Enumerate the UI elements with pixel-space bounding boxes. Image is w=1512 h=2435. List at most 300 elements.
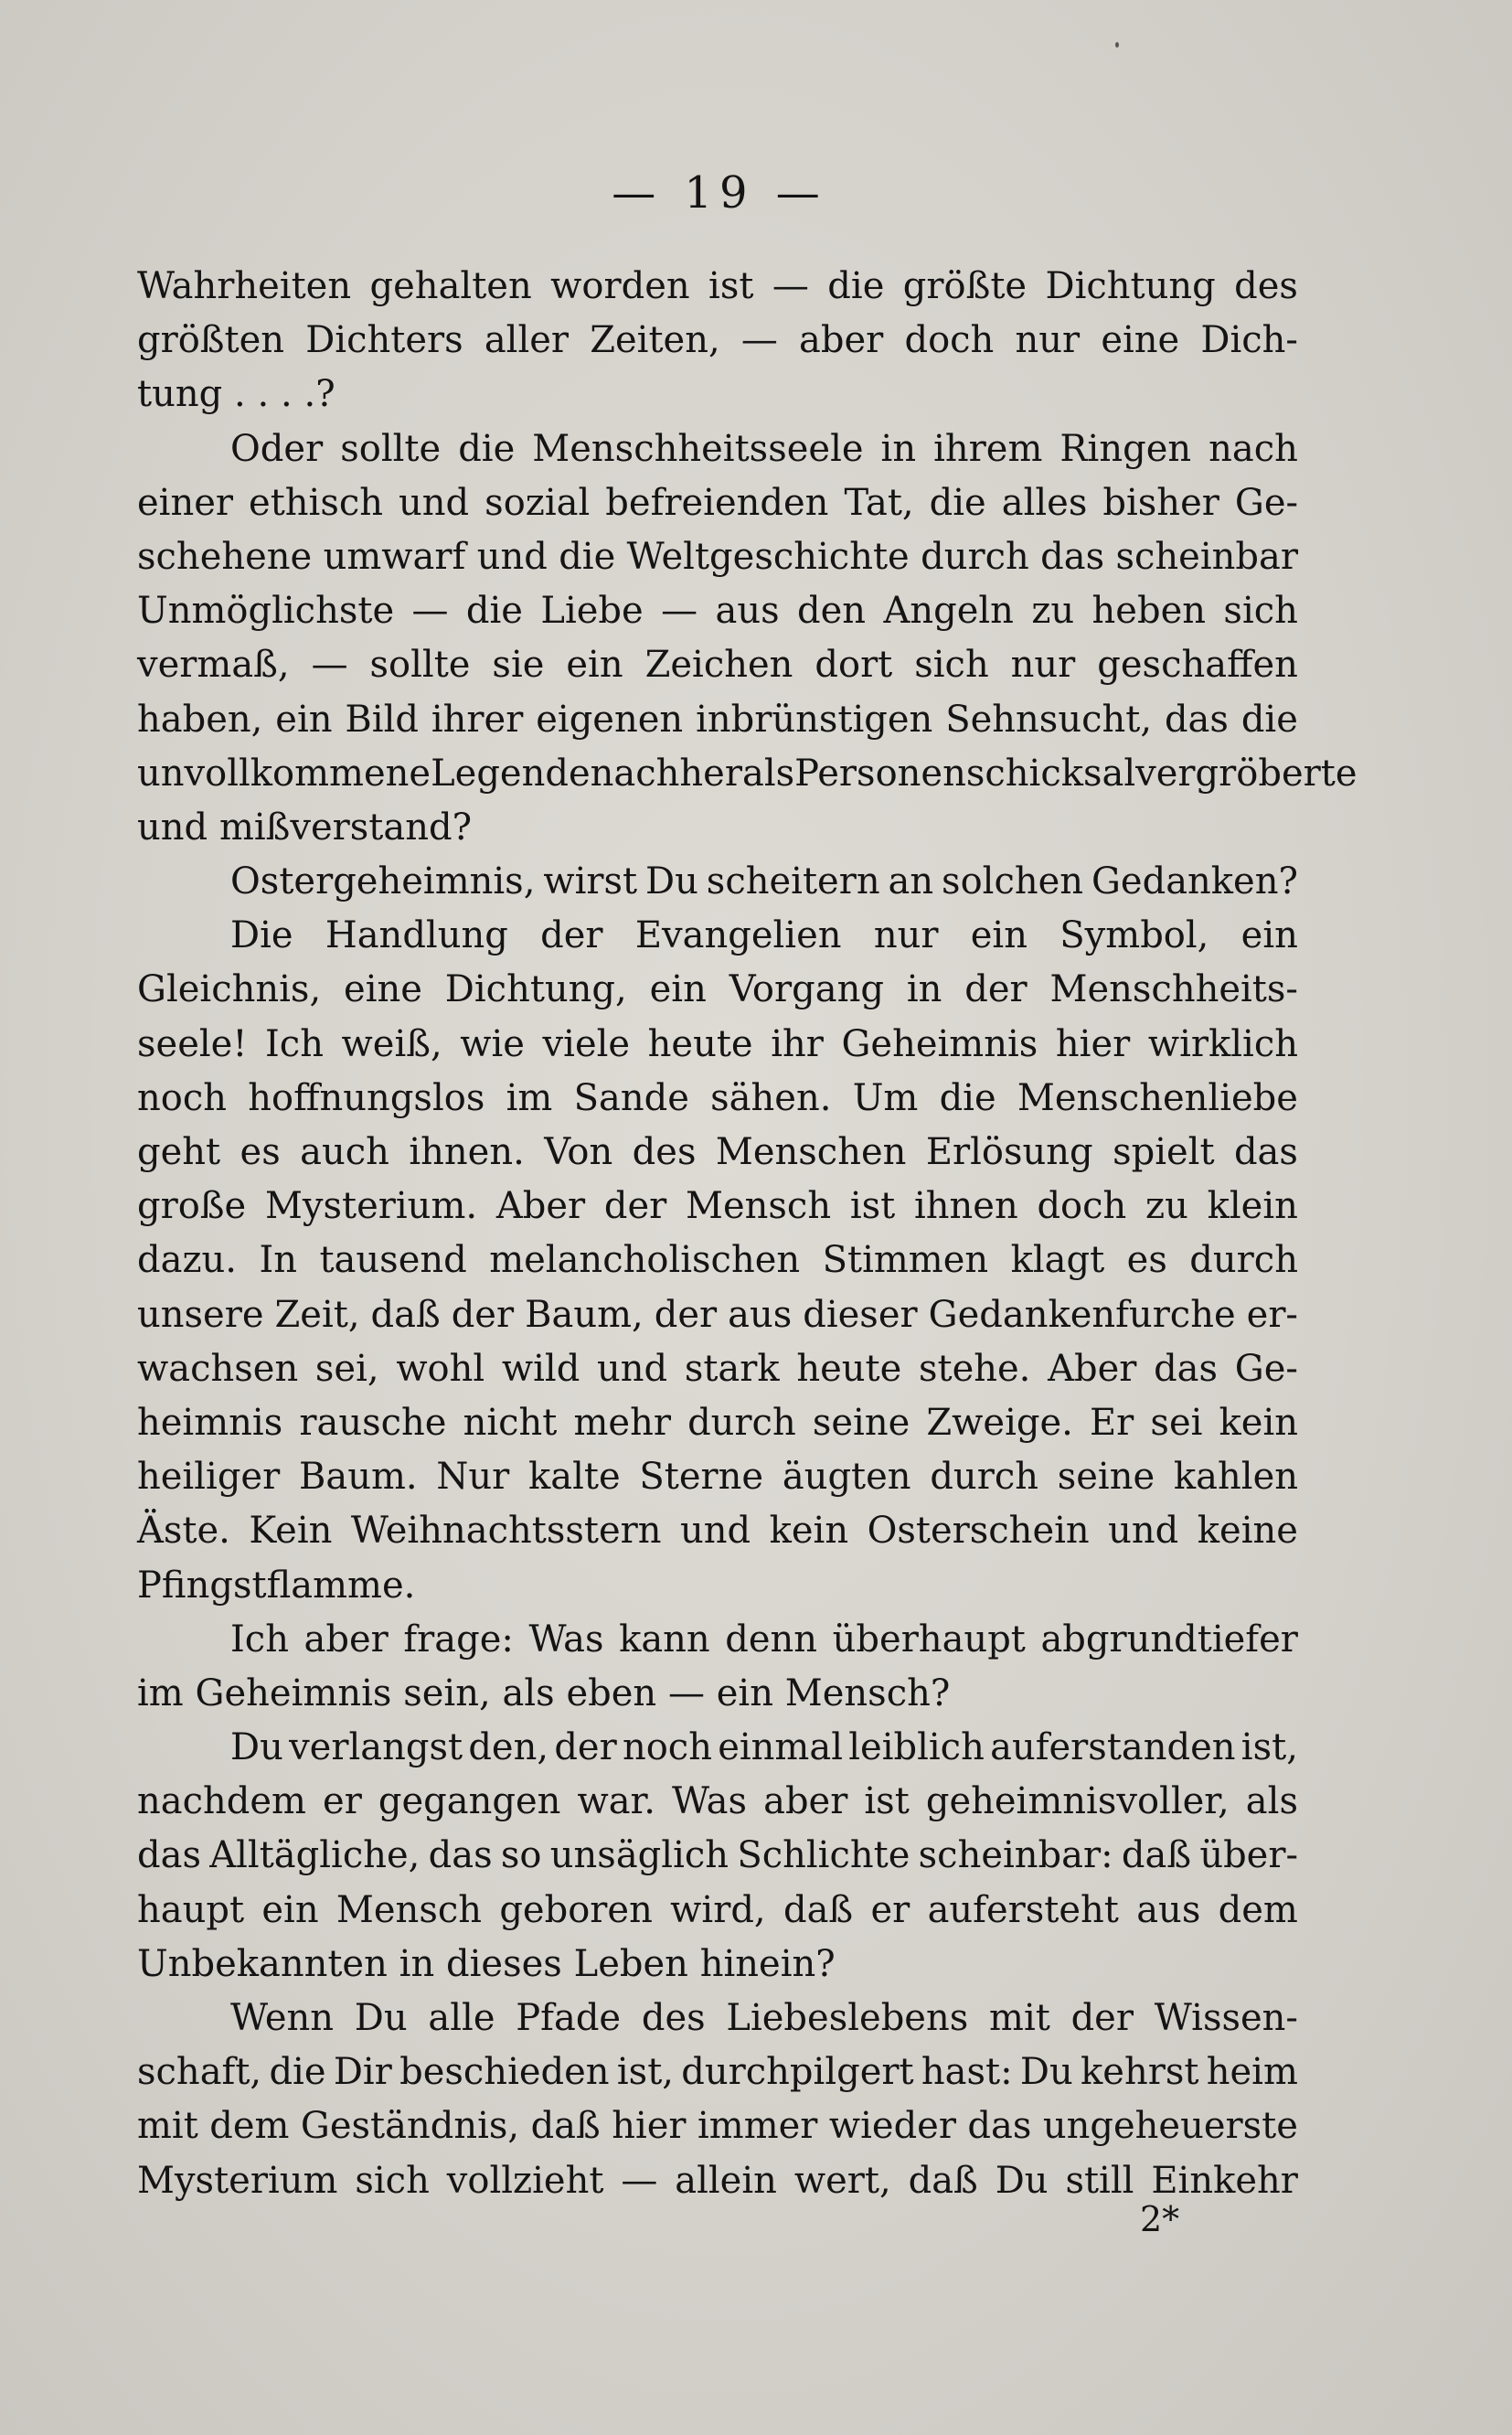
word: durchpilgert [681,2051,914,2094]
word: Angeln [883,590,1014,633]
word: sich [914,644,989,687]
word: Dichters [305,319,463,362]
word: bisher [1102,481,1219,524]
word: daß [530,2105,601,2148]
word: Geheimnis [841,1022,1038,1065]
word: kein [769,1510,849,1553]
text-line [137,1667,1298,1721]
word: sollte [340,427,442,470]
word: wirklich [1147,1022,1298,1065]
word: Ge- [1234,1347,1298,1390]
text-line [137,801,1298,855]
word: der [451,1293,515,1336]
word: größten [137,319,285,362]
word: aus [715,590,780,633]
word: das [137,1834,201,1877]
signature-mark: 2* [1140,2199,1180,2239]
word: der [603,1185,667,1228]
word: als [1245,1780,1298,1823]
word: heimnis [137,1401,283,1444]
word: abgrundtiefer [1040,1618,1298,1661]
word: das [428,1834,493,1877]
word: — [411,590,449,633]
word: heiliger [137,1456,281,1499]
word: sich [1223,590,1298,633]
word: kann [619,1618,710,1661]
word: und [137,806,208,849]
word: Zeichen [644,644,793,687]
word: Zweige. [926,1401,1073,1444]
word: Sterne [639,1456,764,1499]
word: es [240,1131,281,1173]
word: tung [137,373,223,416]
word: geheimnisvoller, [925,1780,1230,1823]
word: Pfade [516,1997,622,2039]
word: sozial [484,481,591,524]
word: den [797,590,867,633]
word: ihrer [431,698,524,741]
word: verlangst [289,1726,463,1769]
text-line [137,314,1298,368]
text-line [137,1721,1298,1775]
text-line [137,584,1298,638]
word: Nur [436,1456,510,1499]
word: sich [355,2159,430,2202]
word: sähen. [710,1076,832,1119]
word: ist [864,1780,910,1823]
word: Gedanken? [1091,860,1298,903]
word: und [597,1347,668,1390]
word: Mensch? [784,1671,951,1714]
word: unsäglich [549,1834,729,1877]
word: des [1234,265,1298,307]
word: größte [902,265,1028,307]
word: viele [542,1022,631,1065]
word: Pfingstflamme. [137,1564,416,1607]
text-line [137,855,1298,909]
word: ein [261,1888,319,1931]
word: und [476,535,548,578]
word: . [281,373,293,416]
text-line [137,693,1298,747]
word: aber [799,319,884,362]
text-line [137,1072,1298,1126]
word: schaft, [137,2051,262,2094]
word: dazu. [137,1239,238,1282]
word: ist, [1240,1726,1298,1769]
word: hast: [921,2051,1013,2094]
text-line [137,530,1298,584]
word: geboren [499,1888,653,1931]
word: daß [783,1888,854,1931]
word: Gedankenfurche [928,1293,1236,1336]
word: zu [1031,590,1075,633]
word: die [939,1076,996,1119]
word: Menschheitsseele [532,427,864,470]
text-line [137,1126,1298,1180]
word: umwarf [323,535,466,578]
word: sie [492,644,545,687]
text-line [137,909,1298,963]
word: Dir [333,2051,392,2094]
word: auferstanden [990,1726,1236,1769]
word: sollte [369,644,471,687]
word: still [1065,2159,1134,2202]
word: . [257,373,270,416]
word: Äste. [137,1510,230,1553]
word: kein [1219,1401,1298,1444]
word: Menschenliebe [1017,1076,1298,1119]
word: Unbekannten [137,1942,388,1985]
text-line [137,1396,1298,1450]
word: Mensch [686,1185,832,1228]
word: daß [908,2159,978,2202]
word: es [1126,1239,1167,1282]
word: hier [1055,1022,1131,1065]
word: Was [672,1780,748,1823]
word: Wahrheiten [137,265,352,307]
word: kalte [528,1456,621,1499]
word: Aber [1048,1347,1137,1390]
word: Unmöglichste [137,590,395,633]
text-line [137,1450,1298,1504]
word: ein [275,698,333,741]
word: Baum, [525,1293,644,1336]
word: dieses [446,1942,562,1985]
word: Dichtung [1045,265,1216,307]
word: aber [763,1780,848,1823]
word: er [323,1780,362,1823]
word: aus [1136,1888,1201,1931]
word: der [964,968,1028,1011]
word: Sande [573,1076,689,1119]
word: aller [484,319,570,362]
word: In [259,1239,298,1282]
word: denn [725,1618,818,1661]
word: Personenschicksal [794,752,1136,795]
text-line [137,963,1298,1017]
word: Menschheits- [1049,968,1298,1011]
word: Dichtung, [444,968,627,1011]
word: eine [1101,319,1180,362]
word: Mysterium [137,2159,338,2202]
word: sei [1150,1401,1203,1444]
word: des [632,1131,697,1173]
word: Schlichte [737,1834,910,1877]
word: Osterschein [867,1510,1090,1553]
word: in [906,968,942,1011]
word: kahlen [1173,1456,1298,1499]
word: und [1108,1510,1179,1553]
text-line [137,1288,1298,1342]
word: ist [849,1185,896,1228]
word: Weihnachtsstern [350,1510,662,1553]
word: Geheimnis [195,1671,392,1714]
word: — [311,644,348,687]
word: heim [1206,2051,1298,2094]
word: einer [137,481,234,524]
word: Dich- [1200,319,1298,362]
word: — [661,590,698,633]
word: der [654,1293,718,1336]
word: kehrst [1081,2051,1199,2094]
word: Du [1019,2051,1073,2094]
word: heute [796,1347,902,1390]
word: nur [873,914,939,957]
text-line [137,1504,1298,1558]
word: haben, [137,698,263,741]
word: Menschen [715,1131,907,1173]
word: weiß, [341,1022,442,1065]
word: daß [370,1293,441,1336]
word: scheitern [706,860,880,903]
word: Liebe [540,590,644,633]
word: hinein? [699,1942,836,1985]
word: das [967,2105,1032,2148]
word: er- [1246,1293,1298,1336]
word: Ringen [1059,427,1192,470]
word: nachdem [137,1780,306,1823]
word: seine [1057,1456,1155,1499]
word: alle [428,1997,495,2039]
text-line [137,747,1358,801]
word: Tat, [844,481,914,524]
word: — [667,1671,705,1714]
word: mehr [573,1401,671,1444]
word: Stimmen [822,1239,989,1282]
text-line [137,368,1298,422]
word: Leben [573,1942,688,1985]
word: sein, [403,1671,491,1714]
word: mißverstand? [218,806,473,849]
word: aber [303,1618,389,1661]
word: einmal [718,1726,843,1769]
word: äugten [782,1456,911,1499]
word: ein [716,1671,773,1714]
word: Du [354,1997,408,2039]
word: eben [566,1671,657,1714]
word: Gleichnis, [137,968,322,1011]
text-line [137,1180,1298,1234]
text-line [137,476,1298,530]
word: ist, [616,2051,674,2094]
word: aus [728,1293,793,1336]
word: die [465,590,523,633]
word: vollzieht [446,2159,604,2202]
word: worden [550,265,690,307]
word: die [269,2051,326,2094]
text-line [137,260,1298,314]
word: wild [501,1347,580,1390]
paper-speck [1115,42,1119,48]
word: Symbol, [1059,914,1209,957]
word: Ge- [1234,481,1298,524]
word: Was [528,1618,604,1661]
word: dort [815,644,893,687]
word: Sehnsucht, [945,698,1153,741]
word: geschaffen [1097,644,1298,687]
word: unsere [137,1293,264,1336]
word: so [500,1834,542,1877]
word: auch [300,1131,389,1173]
word: klagt [1010,1239,1105,1282]
word: tausend [319,1239,467,1282]
word: wohl [396,1347,485,1390]
word: Von [544,1131,613,1173]
word: der [554,1726,617,1769]
word: — [772,265,809,307]
word: Du [645,860,698,903]
word: durch [921,535,1029,578]
word: scheinbar [1115,535,1298,578]
text-line [137,1829,1298,1883]
word: nach [1209,427,1298,470]
word: Bild [345,698,419,741]
word: solchen [942,860,1084,903]
word: ein [1240,914,1298,957]
word: das [1040,535,1105,578]
word: des [641,1997,706,2039]
word: wirst [543,860,638,903]
word: noch [622,1726,712,1769]
word: dem [1218,1888,1298,1931]
word: geht [137,1131,221,1173]
word: Erlösung [925,1131,1093,1173]
word: rausche [299,1401,447,1444]
word: Zeit, [274,1293,360,1336]
word: als [502,1671,555,1714]
word: durch [930,1456,1038,1499]
word: die [827,265,885,307]
word: Wenn [230,1997,335,2039]
word: Oder [230,427,324,470]
word: allein [675,2159,777,2202]
word: dieser [803,1293,918,1336]
word: dem [209,2105,290,2148]
text-line [137,2099,1298,2153]
word: Geständnis, [300,2105,520,2148]
word: alles [1001,481,1088,524]
word: in [399,1942,435,1985]
word: Aber [495,1185,586,1228]
word: Baum. [298,1456,418,1499]
word: zu [1145,1185,1188,1228]
word: Die [230,914,293,957]
word: frage: [403,1618,514,1661]
word: heute [647,1022,753,1065]
word: der [1070,1997,1134,2039]
word: daß [1121,1834,1192,1877]
text-line [137,638,1298,692]
word: Mensch [335,1888,483,1931]
word: Vorgang [729,968,884,1011]
word: Liebeslebens [726,1997,969,2039]
word: ein [649,968,707,1011]
word: seele! [137,1022,248,1065]
word: der [540,914,603,957]
word: .? [303,373,335,416]
word: ungeheuerste [1042,2105,1298,2148]
word: Du [230,1726,283,1769]
word: ist [708,265,754,307]
word: sei, [314,1347,379,1390]
word: Alltägliche, [209,1834,421,1877]
word: hier [612,2105,687,2148]
text-line [137,2154,1298,2208]
word: ethisch [249,481,384,524]
word: an [888,860,934,903]
word: Mysterium. [264,1185,478,1228]
word: Legende [431,752,591,795]
word: das [1154,1347,1219,1390]
word: scheinbar: [918,1834,1113,1877]
page-number: — 19 — [612,167,827,219]
word: Ich [265,1022,324,1065]
word: — [621,2159,658,2202]
word: die [559,535,616,578]
word: das [1164,698,1229,741]
word: wert, [793,2159,891,2202]
word: mit [137,2105,198,2148]
word: keine [1197,1510,1298,1553]
word: unvollkommene [137,752,431,795]
word: das [1233,1131,1298,1173]
word: befreienden [605,481,829,524]
word: gehalten [369,265,532,307]
word: Du [995,2159,1049,2202]
word: er [870,1888,910,1931]
word: den, [468,1726,549,1769]
word: stark [684,1347,780,1390]
text-line [137,1234,1298,1287]
word: doch [904,319,995,362]
word: — [740,319,778,362]
body-text [137,260,1358,2208]
word: eine [344,968,422,1011]
word: in [880,427,917,470]
word: wird, [670,1888,766,1931]
word: eigenen [536,698,684,741]
word: wieder [828,2105,956,2148]
word: überhaupt [832,1618,1026,1661]
word: gegangen [378,1780,561,1823]
word: schehene [137,535,313,578]
text-line [137,1342,1298,1396]
word: . [234,373,246,416]
word: seine [812,1401,910,1444]
word: haupt [137,1888,245,1931]
word: Handlung [325,914,508,957]
word: nur [1010,644,1076,687]
word: Ich [230,1618,289,1661]
word: große [137,1185,247,1228]
word: im [137,1671,184,1714]
text-line [137,1775,1298,1829]
word: melancholischen [489,1239,801,1282]
text-line [137,1992,1298,2045]
word: ein [970,914,1028,957]
word: noch [137,1076,228,1119]
text-line [137,2045,1298,2099]
word: klein [1207,1185,1298,1228]
word: wachsen [137,1347,299,1390]
word: die [1240,698,1298,741]
word: durch [687,1401,796,1444]
word: wie [460,1022,525,1065]
word: und [679,1510,751,1553]
word: nicht [463,1401,558,1444]
text-line [137,1559,1298,1613]
